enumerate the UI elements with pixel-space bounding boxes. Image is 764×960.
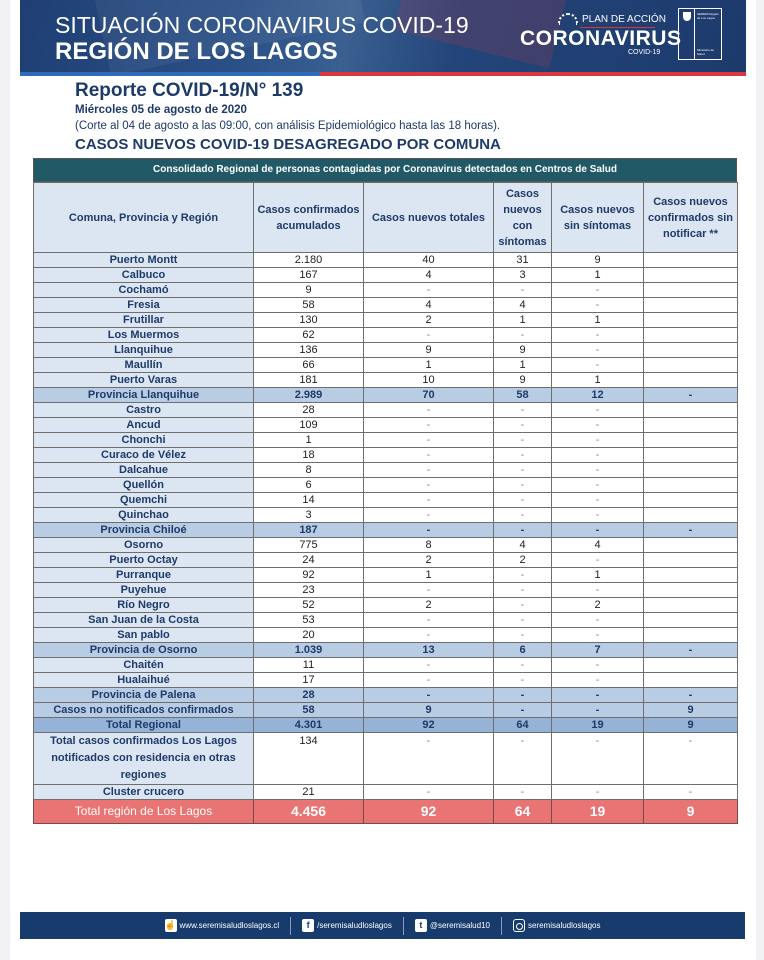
- cell-col-5: 9: [644, 718, 738, 733]
- cell-col-4: 1: [552, 568, 644, 583]
- cell-col-4: -: [552, 785, 644, 800]
- cell-col-2: 2: [364, 553, 494, 568]
- cell-col-1: 109: [254, 418, 364, 433]
- cell-col-2: 70: [364, 388, 494, 403]
- row-label: Cochamó: [34, 283, 254, 298]
- report-title: Reporte COVID-19/N° 139: [75, 80, 304, 101]
- table-row: [34, 418, 738, 433]
- web-icon: ☝: [164, 920, 177, 930]
- cell-col-1: 14: [254, 493, 364, 508]
- cell-col-3: -: [494, 508, 552, 523]
- plan-accion-label: [558, 13, 666, 25]
- row-label: Quinchao: [34, 508, 254, 523]
- table-row: [34, 313, 738, 328]
- cell-col-1: 28: [254, 403, 364, 418]
- cell-col-5: -: [644, 523, 738, 538]
- cell-col-3: -: [494, 493, 552, 508]
- cell-col-4: -: [552, 673, 644, 688]
- cell-col-5: 9: [644, 800, 738, 824]
- cell-col-4: -: [552, 478, 644, 493]
- row-label: Calbuco: [34, 268, 254, 283]
- cell-col-4: -: [552, 463, 644, 478]
- cell-col-4: 19: [552, 718, 644, 733]
- cell-col-1: 136: [254, 343, 364, 358]
- cell-col-4: -: [552, 628, 644, 643]
- footer-facebook[interactable]: [291, 919, 403, 932]
- twitter-icon: t: [415, 919, 427, 932]
- row-label: Quemchi: [34, 493, 254, 508]
- cell-col-5: [644, 343, 738, 358]
- cell-col-4: -: [552, 553, 644, 568]
- cell-col-1: 21: [254, 785, 364, 800]
- cell-col-2: -: [364, 673, 494, 688]
- row-label: Total región de Los Lagos: [34, 800, 254, 824]
- cell-col-5: [644, 493, 738, 508]
- cell-col-3: -: [494, 478, 552, 493]
- cell-col-3: 4: [494, 298, 552, 313]
- cases-table: [33, 158, 737, 824]
- cell-col-2: -: [364, 628, 494, 643]
- footer-instagram[interactable]: [502, 919, 611, 932]
- cell-col-2: -: [364, 433, 494, 448]
- cell-col-1: 1: [254, 433, 364, 448]
- banner-title-line1: SITUACIÓN CORONAVIRUS COVID-19: [55, 12, 469, 38]
- cell-col-2: -: [364, 478, 494, 493]
- cell-col-1: 11: [254, 658, 364, 673]
- government-logo: [678, 8, 722, 60]
- row-label: Chonchi: [34, 433, 254, 448]
- row-label: Castro: [34, 403, 254, 418]
- table-row: [34, 598, 738, 613]
- cell-col-3: -: [494, 463, 552, 478]
- cell-col-1: 9: [254, 283, 364, 298]
- covid19-sub: COVID-19: [628, 49, 661, 56]
- cell-col-1: 1.039: [254, 643, 364, 658]
- table-row: [34, 508, 738, 523]
- cell-col-3: 9: [494, 373, 552, 388]
- cell-col-5: [644, 313, 738, 328]
- cell-col-3: -: [494, 448, 552, 463]
- row-label: Dalcahue: [34, 463, 254, 478]
- cell-col-5: [644, 253, 738, 268]
- row-label: San pablo: [34, 628, 254, 643]
- banner-title-line2: REGIÓN DE LOS LAGOS: [55, 38, 338, 65]
- row-label: Llanquihue: [34, 343, 254, 358]
- footer-twitter[interactable]: [404, 919, 501, 932]
- col-header-con-sintomas: Casos nuevos con síntomas: [494, 183, 552, 253]
- gov-logo-bottom: Ministerio de Salud: [697, 48, 715, 56]
- row-label: Los Muermos: [34, 328, 254, 343]
- cell-col-1: 8: [254, 463, 364, 478]
- cell-col-5: [644, 328, 738, 343]
- table-row: [34, 373, 738, 388]
- row-label: Provincia de Palena: [34, 688, 254, 703]
- cell-col-2: -: [364, 463, 494, 478]
- table-row: [34, 658, 738, 673]
- header-banner: [20, 0, 746, 72]
- row-label: Maullín: [34, 358, 254, 373]
- cell-col-4: -: [552, 658, 644, 673]
- table-row: [34, 358, 738, 373]
- row-label: Provincia Chiloé: [34, 523, 254, 538]
- cell-col-1: 4.301: [254, 718, 364, 733]
- cell-col-3: -: [494, 403, 552, 418]
- globe-icon: [558, 13, 578, 25]
- table-row: [34, 800, 738, 824]
- footer-website-text: www.seremisaludloslagos.cl: [179, 921, 280, 930]
- cell-col-2: 8: [364, 538, 494, 553]
- cell-col-4: -: [552, 703, 644, 718]
- col-header-nuevos-totales: Casos nuevos totales: [364, 183, 494, 253]
- cell-col-3: 2: [494, 553, 552, 568]
- cell-col-1: 53: [254, 613, 364, 628]
- cell-col-4: 9: [552, 253, 644, 268]
- cell-col-1: 24: [254, 553, 364, 568]
- cell-col-2: -: [364, 448, 494, 463]
- row-label: Fresia: [34, 298, 254, 313]
- cell-col-2: 92: [364, 800, 494, 824]
- cell-col-5: [644, 658, 738, 673]
- cell-col-3: -: [494, 733, 552, 785]
- cell-col-4: 7: [552, 643, 644, 658]
- table-row: [34, 553, 738, 568]
- table-row: [34, 283, 738, 298]
- cell-col-2: -: [364, 583, 494, 598]
- cell-col-5: 9: [644, 703, 738, 718]
- table-row: [34, 785, 738, 800]
- cell-col-1: 6: [254, 478, 364, 493]
- row-label: Puyehue: [34, 583, 254, 598]
- row-label: Quellón: [34, 478, 254, 493]
- cell-col-5: [644, 403, 738, 418]
- table-row: [34, 343, 738, 358]
- facebook-icon: f: [302, 919, 314, 932]
- table-row: [34, 388, 738, 403]
- footer-bar: [20, 912, 745, 939]
- cell-col-3: 58: [494, 388, 552, 403]
- table-row: [34, 403, 738, 418]
- footer-twitter-text: @seremisalud10: [429, 921, 490, 930]
- cell-col-4: -: [552, 508, 644, 523]
- cell-col-3: 6: [494, 643, 552, 658]
- cell-col-2: -: [364, 283, 494, 298]
- cell-col-1: 181: [254, 373, 364, 388]
- table-row: [34, 433, 738, 448]
- cell-col-3: -: [494, 628, 552, 643]
- cell-col-4: 1: [552, 268, 644, 283]
- row-label: Osorno: [34, 538, 254, 553]
- cell-col-5: [644, 373, 738, 388]
- cell-col-1: 2.989: [254, 388, 364, 403]
- cell-col-4: -: [552, 433, 644, 448]
- col-header-sin-sintomas: Casos nuevos sin síntomas: [552, 183, 644, 253]
- cell-col-2: 2: [364, 313, 494, 328]
- footer-instagram-text: seremisaludloslagos: [527, 921, 601, 930]
- cell-col-3: 64: [494, 718, 552, 733]
- cell-col-3: 1: [494, 358, 552, 373]
- cell-col-4: 4: [552, 538, 644, 553]
- cell-col-2: 40: [364, 253, 494, 268]
- row-label: Puerto Varas: [34, 373, 254, 388]
- shield-icon: [683, 12, 691, 21]
- cell-col-1: 66: [254, 358, 364, 373]
- row-label: Purranque: [34, 568, 254, 583]
- cell-col-4: -: [552, 493, 644, 508]
- cell-col-2: -: [364, 328, 494, 343]
- cases-grid: [33, 182, 738, 824]
- cell-col-2: -: [364, 613, 494, 628]
- cell-col-4: 1: [552, 373, 644, 388]
- cell-col-2: 9: [364, 703, 494, 718]
- table-row: [34, 583, 738, 598]
- cell-col-5: [644, 463, 738, 478]
- cell-col-5: [644, 418, 738, 433]
- cell-col-5: [644, 673, 738, 688]
- cell-col-3: -: [494, 688, 552, 703]
- row-label: San Juan de la Costa: [34, 613, 254, 628]
- row-label: Cluster crucero: [34, 785, 254, 800]
- table-row: [34, 538, 738, 553]
- cell-col-4: -: [552, 688, 644, 703]
- cell-col-3: 64: [494, 800, 552, 824]
- cell-col-3: -: [494, 785, 552, 800]
- cell-col-2: 1: [364, 568, 494, 583]
- table-row: [34, 268, 738, 283]
- cell-col-1: 17: [254, 673, 364, 688]
- cell-col-4: -: [552, 283, 644, 298]
- cell-col-3: 31: [494, 253, 552, 268]
- cell-col-4: -: [552, 448, 644, 463]
- cell-col-5: [644, 598, 738, 613]
- cell-col-3: -: [494, 658, 552, 673]
- cell-col-2: -: [364, 508, 494, 523]
- table-row: [34, 673, 738, 688]
- instagram-icon: [513, 919, 525, 932]
- report-note: (Corte al 04 de agosto a las 09:00, con análisis Epidemiológico hasta las 18 horas).: [75, 120, 501, 132]
- cell-col-3: -: [494, 613, 552, 628]
- cell-col-5: [644, 298, 738, 313]
- cell-col-5: [644, 568, 738, 583]
- cell-col-1: 58: [254, 703, 364, 718]
- table-row: [34, 298, 738, 313]
- col-header-acumulados: Casos confirmados acumulados: [254, 183, 364, 253]
- table-row: [34, 448, 738, 463]
- cell-col-3: -: [494, 673, 552, 688]
- row-label: Puerto Octay: [34, 553, 254, 568]
- row-label: Total Regional: [34, 718, 254, 733]
- table-row: [34, 613, 738, 628]
- plan-label-text: PLAN DE ACCIÓN: [582, 13, 666, 25]
- cell-col-4: -: [552, 298, 644, 313]
- header-row: [34, 183, 738, 253]
- table-row: [34, 568, 738, 583]
- cell-col-5: [644, 478, 738, 493]
- cell-col-3: -: [494, 568, 552, 583]
- row-label: Curaco de Vélez: [34, 448, 254, 463]
- col-header-sin-notificar: Casos nuevos confirmados sin notificar **: [644, 183, 738, 253]
- cell-col-3: -: [494, 703, 552, 718]
- cell-col-4: -: [552, 418, 644, 433]
- row-label: Río Negro: [34, 598, 254, 613]
- cell-col-5: -: [644, 688, 738, 703]
- cell-col-1: 18: [254, 448, 364, 463]
- cell-col-1: 134: [254, 733, 364, 785]
- table-row: [34, 478, 738, 493]
- footer-website[interactable]: [154, 919, 291, 932]
- row-label: Puerto Montt: [34, 253, 254, 268]
- banner-stripe: [20, 72, 746, 76]
- cell-col-4: -: [552, 403, 644, 418]
- cell-col-4: -: [552, 613, 644, 628]
- cell-col-2: 9: [364, 343, 494, 358]
- table-row: [34, 733, 738, 785]
- cell-col-4: -: [552, 733, 644, 785]
- cell-col-4: -: [552, 328, 644, 343]
- col-header-comuna: Comuna, Provincia y Región: [34, 183, 254, 253]
- cell-col-2: -: [364, 493, 494, 508]
- row-label: Hualaihué: [34, 673, 254, 688]
- row-label: Ancud: [34, 418, 254, 433]
- row-label: Provincia Llanquihue: [34, 388, 254, 403]
- table-row: [34, 628, 738, 643]
- cell-col-5: [644, 538, 738, 553]
- table-row: [34, 643, 738, 658]
- cell-col-3: 4: [494, 538, 552, 553]
- cell-col-1: 28: [254, 688, 364, 703]
- cell-col-2: -: [364, 658, 494, 673]
- cell-col-1: 3: [254, 508, 364, 523]
- cell-col-4: -: [552, 358, 644, 373]
- table-row: [34, 688, 738, 703]
- cell-col-1: 167: [254, 268, 364, 283]
- cell-col-2: -: [364, 403, 494, 418]
- cell-col-5: -: [644, 785, 738, 800]
- cell-col-1: 187: [254, 523, 364, 538]
- cell-col-3: -: [494, 433, 552, 448]
- cell-col-1: 2.180: [254, 253, 364, 268]
- table-row: [34, 523, 738, 538]
- cell-col-2: 92: [364, 718, 494, 733]
- cell-col-3: 1: [494, 313, 552, 328]
- cell-col-5: [644, 553, 738, 568]
- footer-facebook-text: /seremisaludloslagos: [317, 921, 392, 930]
- table-row: [34, 253, 738, 268]
- cell-col-3: -: [494, 598, 552, 613]
- cell-col-2: 10: [364, 373, 494, 388]
- cell-col-3: -: [494, 418, 552, 433]
- cell-col-4: -: [552, 583, 644, 598]
- row-label: Frutillar: [34, 313, 254, 328]
- cell-col-3: -: [494, 283, 552, 298]
- cell-col-5: [644, 583, 738, 598]
- table-caption: Consolidado Regional de personas contagiadas por Coronavirus detectados en Centros de Salud: [33, 158, 737, 182]
- row-label: Casos no notificados confirmados: [34, 703, 254, 718]
- cell-col-2: 1: [364, 358, 494, 373]
- cell-col-4: 19: [552, 800, 644, 824]
- cell-col-1: 130: [254, 313, 364, 328]
- cell-col-1: 92: [254, 568, 364, 583]
- cell-col-3: -: [494, 328, 552, 343]
- cell-col-2: 4: [364, 298, 494, 313]
- cell-col-1: 58: [254, 298, 364, 313]
- cell-col-5: [644, 448, 738, 463]
- cell-col-1: 775: [254, 538, 364, 553]
- table-row: [34, 718, 738, 733]
- table-row: [34, 703, 738, 718]
- cell-col-5: -: [644, 388, 738, 403]
- cell-col-2: 2: [364, 598, 494, 613]
- table-row: [34, 463, 738, 478]
- cell-col-2: 4: [364, 268, 494, 283]
- cell-col-5: [644, 613, 738, 628]
- cell-col-3: -: [494, 523, 552, 538]
- cell-col-4: -: [552, 343, 644, 358]
- cell-col-5: [644, 508, 738, 523]
- cell-col-1: 23: [254, 583, 364, 598]
- gov-logo-top: SEREMI Región de Los Lagos: [697, 12, 719, 20]
- table-row: [34, 493, 738, 508]
- row-label: Provincia de Osorno: [34, 643, 254, 658]
- cell-col-3: 3: [494, 268, 552, 283]
- cell-col-5: [644, 283, 738, 298]
- cell-col-5: [644, 268, 738, 283]
- row-label: Total casos confirmados Los Lagos notificados con residencia en otras regiones: [34, 733, 254, 785]
- cell-col-2: -: [364, 785, 494, 800]
- cell-col-1: 52: [254, 598, 364, 613]
- cell-col-5: [644, 628, 738, 643]
- cell-col-2: -: [364, 688, 494, 703]
- cell-col-5: [644, 358, 738, 373]
- cell-col-3: 9: [494, 343, 552, 358]
- cell-col-4: 2: [552, 598, 644, 613]
- cell-col-2: -: [364, 733, 494, 785]
- report-date: Miércoles 05 de agosto de 2020: [75, 104, 247, 116]
- cell-col-4: 1: [552, 313, 644, 328]
- cell-col-2: 13: [364, 643, 494, 658]
- cell-col-2: -: [364, 523, 494, 538]
- cell-col-3: -: [494, 583, 552, 598]
- cell-col-1: 20: [254, 628, 364, 643]
- coronavirus-brand: CORONAVIRUS: [520, 27, 682, 50]
- cell-col-5: -: [644, 643, 738, 658]
- cell-col-2: -: [364, 418, 494, 433]
- cell-col-5: -: [644, 733, 738, 785]
- cell-col-4: -: [552, 523, 644, 538]
- table-row: [34, 328, 738, 343]
- cell-col-1: 62: [254, 328, 364, 343]
- cell-col-5: [644, 433, 738, 448]
- cell-col-1: 4.456: [254, 800, 364, 824]
- section-title: CASOS NUEVOS COVID-19 DESAGREGADO POR COMUNA: [75, 136, 501, 153]
- row-label: Chaitén: [34, 658, 254, 673]
- cell-col-4: 12: [552, 388, 644, 403]
